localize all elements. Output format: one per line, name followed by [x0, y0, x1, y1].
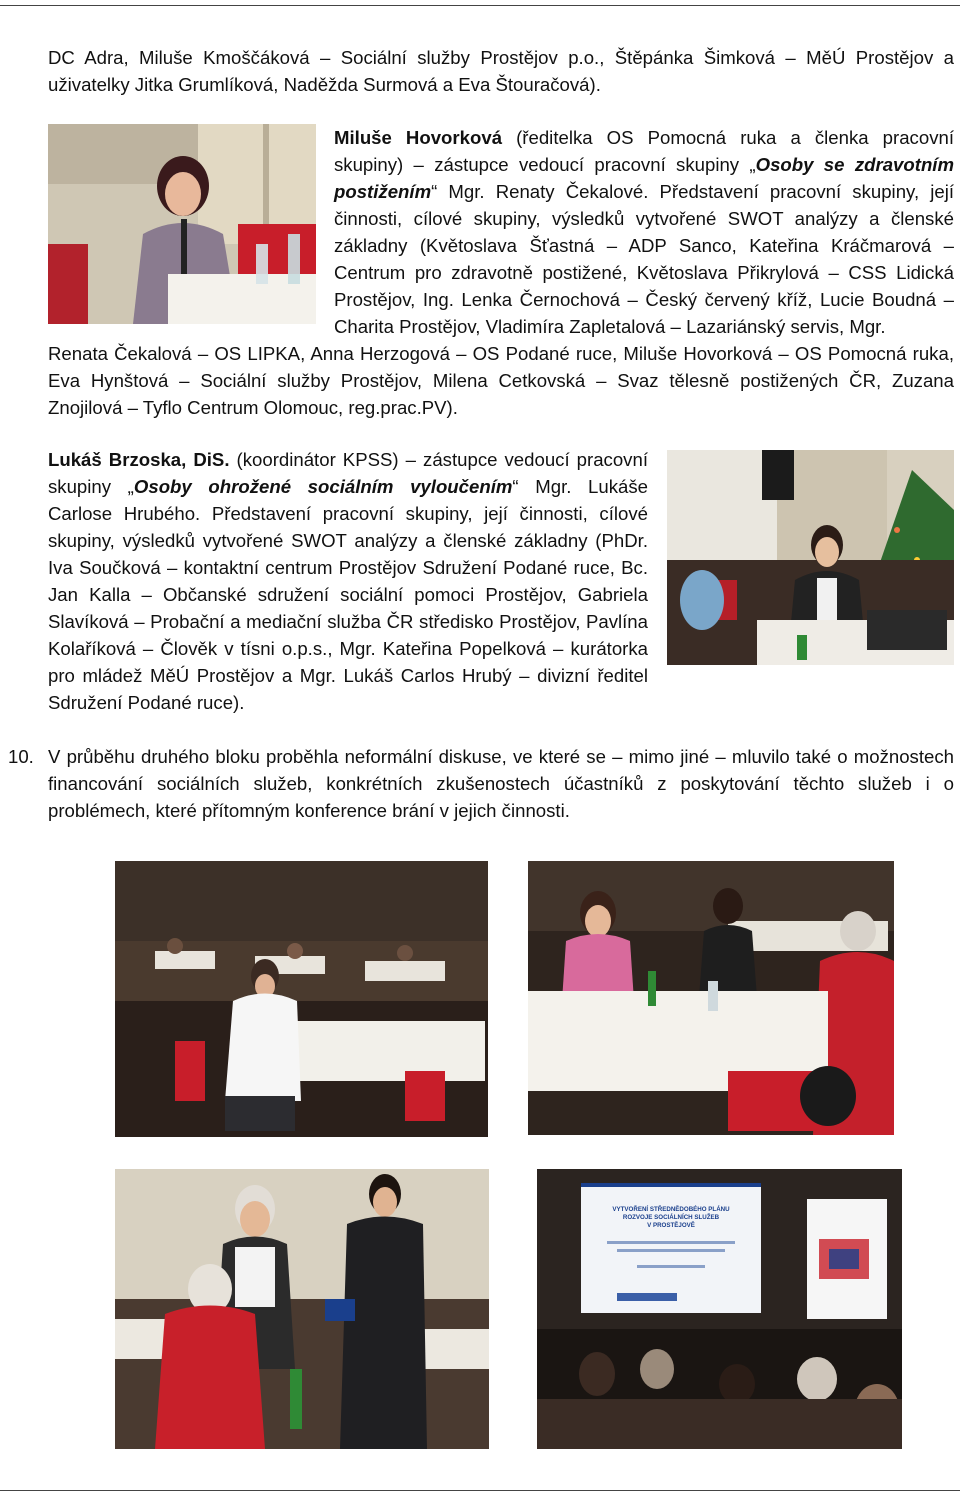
- svg-text:VYTVOŘENÍ STŘEDNĚDOBÉHO PLÁNU: VYTVOŘENÍ STŘEDNĚDOBÉHO PLÁNU: [612, 1206, 730, 1213]
- bottom-rule: [0, 1490, 960, 1491]
- block2-text: [48, 446, 648, 716]
- block1-name: Miluše Hovorková: [334, 127, 503, 148]
- block2-post: “ Mgr. Lukáše Carlose Hrubého. Představení pracovní skupiny, její činnosti, cílové skupiny, výsledků vytvořené SWOT analýzy a členské základny (PhDr. Iva Součková – kontaktní centrum Prostějov Sdružení Podané ruce, Bc. Jan Kalla – Občanské sdružení sociální pomoci Prostějov, Gabriela Slavíková – Probační a mediační služba ČR středisko Prostějov, Pavlína Kolaříková – Člověk v tísni o.p.s., Mgr. Kateřina Popelková – kurátorka pro mládež MěÚ Prostějov a Mgr. Lukáš Carlos Hrubý – divizní ředitel Sdružení Podané ruce).: [48, 476, 649, 713]
- photo-speaker-woman: [48, 124, 316, 324]
- svg-text:ROZVOJE SOCIÁLNÍCH SLUŽEB: ROZVOJE SOCIÁLNÍCH SLUŽEB: [622, 1214, 720, 1221]
- photo-discussion: [115, 1169, 489, 1449]
- intro-paragraph: DC Adra, Miluše Kmoščáková – Sociální služby Prostějov p.o., Štěpánka Šimková – MěÚ Prostějov a uživatelky Jitka Grumlíková, Naděžda Surmová a Eva Štouračová).: [48, 47, 954, 95]
- photo-conference-hall: [115, 861, 488, 1137]
- block2-name: Lukáš Brzoska, DiS.: [48, 449, 230, 470]
- block1-continuation: Renata Čekalová – OS LIPKA, Anna Herzogová – OS Podané ruce, Miluše Hovorková – OS Pomocná ruka, Eva Hynštová – Sociální služby Prostějov, Milena Cetkovská – Svaz tělesně postižených ČR, Zuzana Znojilová – Tyflo Centrum Olomouc, reg.prac.PV).: [48, 343, 954, 418]
- block1-group: Osoby se zdravotním postižením: [334, 154, 954, 202]
- block2-group: Osoby ohrožené sociálním vyloučením: [133, 476, 513, 497]
- top-rule: [0, 5, 960, 6]
- item10-number: 10.: [8, 746, 34, 767]
- block1-text: [334, 124, 954, 340]
- block1-post: “ Mgr. Renaty Čekalové. Představení pracovní skupiny, její činnosti, cílové skupiny, výsledků vytvořené SWOT analýzy a členské základny (Květoslava Šťastná – ADP Sanco, Kateřina Kráčmarová – Centrum pro zdravotně postižené, Květoslava Přikrylová – CSS Lidická Prostějov, Ing. Lenka Černochová – Český červený kříž, Lucie Boudná – Charita Prostějov, Vladimíra Zapletalová – Lazariánský servis, Mgr.: [334, 181, 954, 337]
- photo-women-table: [528, 861, 894, 1135]
- photo-presentation: [537, 1169, 902, 1449]
- photo-speaker-man: [667, 450, 954, 665]
- item10-text: V průběhu druhého bloku proběhla neformální diskuse, ve které se – mimo jiné – mluvilo také o možnostech financování sociálních služeb, konkrétních zkušenostech účastníků z poskytování těchto služeb i o problémech, které přítomným konference brání v jejich činnosti.: [48, 746, 954, 821]
- svg-text:V PROSTĚJOVĚ: V PROSTĚJOVĚ: [647, 1222, 695, 1229]
- block1-pre: (ředitelka OS Pomocná ruka a členka pracovní skupiny) – zástupce vedoucí pracovní skupiny „: [334, 127, 955, 175]
- block2-pre: (koordinátor KPSS) – zástupce vedoucí pracovní skupiny „: [48, 449, 648, 497]
